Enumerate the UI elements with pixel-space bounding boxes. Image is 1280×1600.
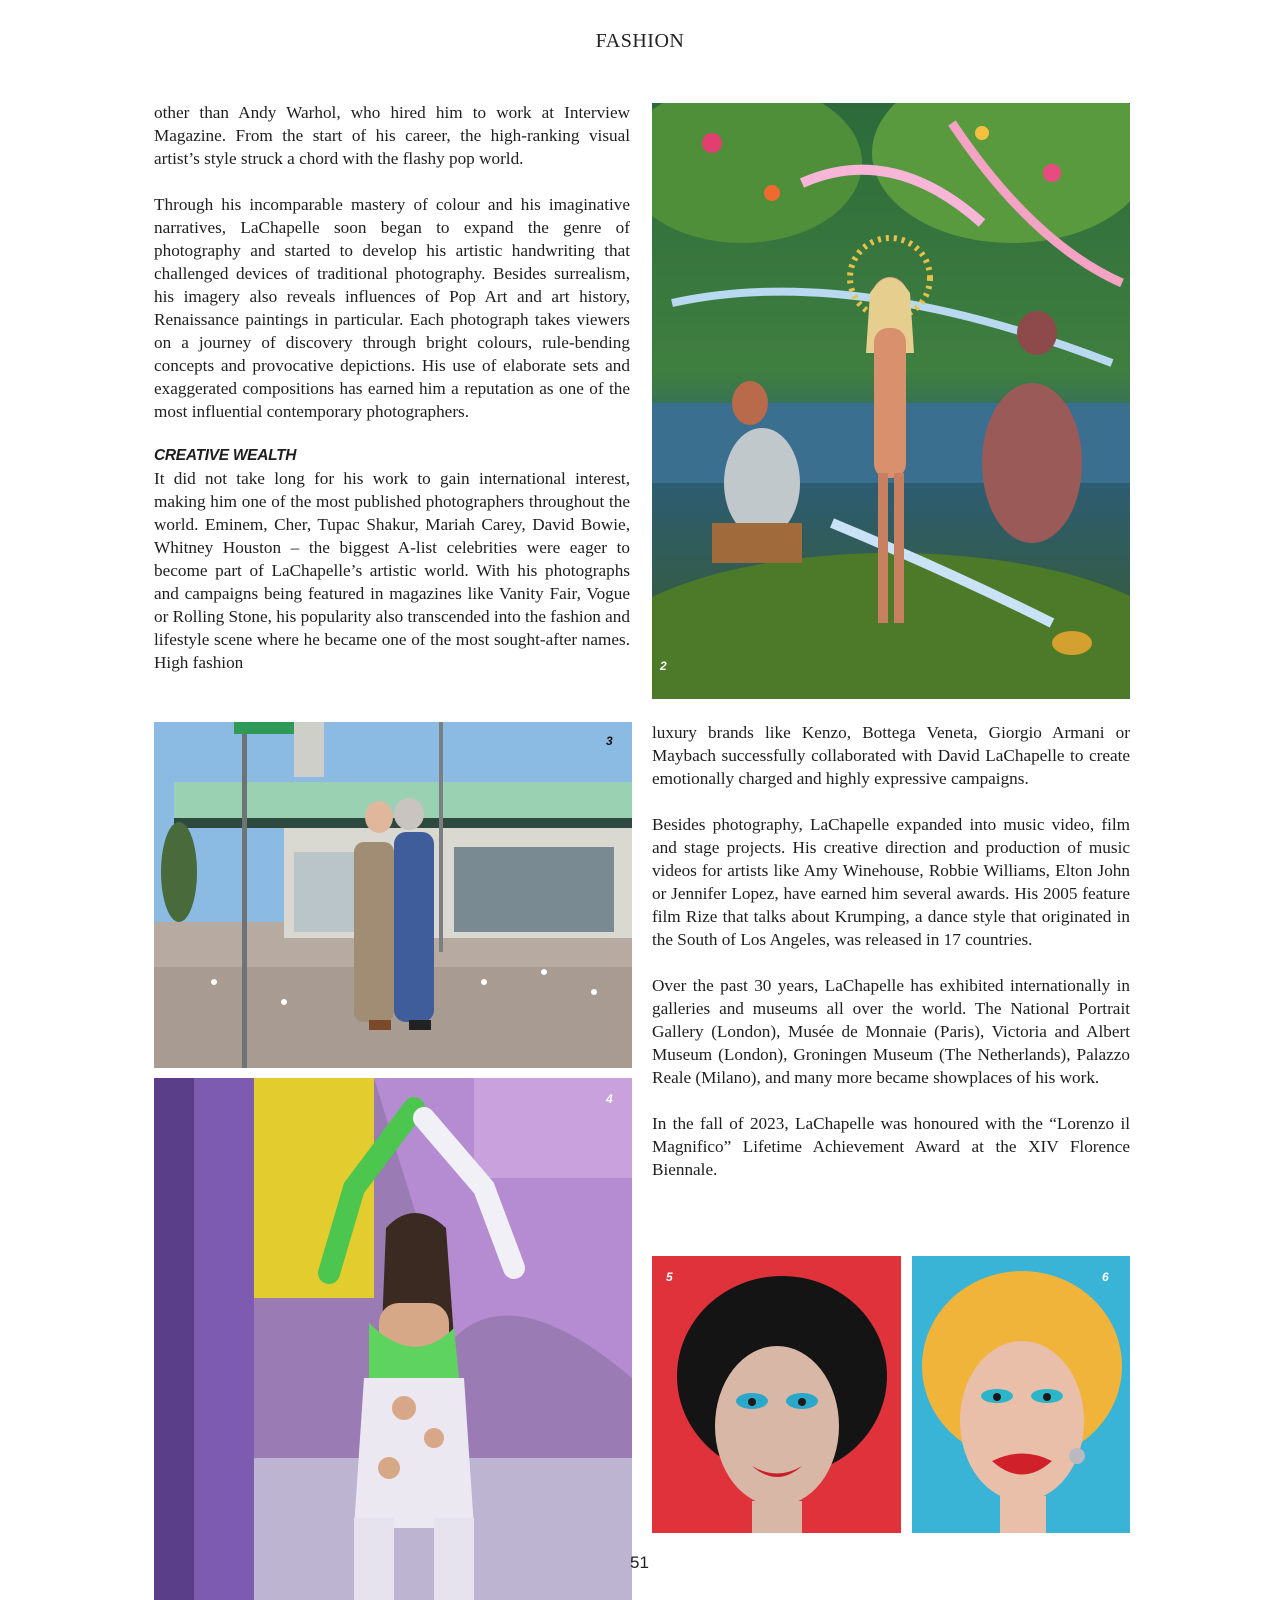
paragraph-mastery: Through his incomparable mastery of colour and his imaginative narratives, LaChapelle soon began to expand the genre of photography and started to develop his artistic handwriting that challenged devices of traditional photography. Besides surrealism, his imagery also reveals influences of Pop Art and art history, Renaissance paintings in particular. Each photograph takes viewers on a journey of discovery through bright colours, rule-bending concepts and provocative depictions. His use of elaborate sets and exaggerated compositions has earned him a reputation as one of the most influential contemporary photographers.	[154, 195, 630, 421]
photo-portrait-red	[652, 1256, 901, 1533]
dancer-illustration	[154, 1078, 632, 1600]
photo-4-number: 4	[606, 1092, 613, 1106]
photo-couple-kiss	[154, 722, 632, 1068]
subheading-creative-wealth: CREATIVE WEALTH	[154, 447, 297, 464]
couple-kiss-illustration	[154, 722, 632, 1068]
photo-2-number: 2	[660, 659, 667, 673]
paragraph-music-video: Besides photography, LaChapelle expanded into music video, film and stage projects. His creative direction and production of music videos for artists like Amy Winehouse, Robbie Williams, Elton John or Jennifer Lopez, have earned him several awards. His 2005 feature film Rize that talks about Krumping, a dance style that originated in the South of Los Angeles, was released in 17 countries.	[652, 815, 1130, 949]
portrait-red-illustration	[652, 1256, 901, 1533]
photo-5-number: 5	[666, 1270, 673, 1284]
section-title: FASHION	[595, 30, 685, 52]
paradise-illustration	[652, 103, 1130, 699]
paragraph-award: In the fall of 2023, LaChapelle was honoured with the “Lorenzo il Magnifico” Lifetime Achievement Award at the XIV Florence Biennale.	[652, 1114, 1130, 1179]
paragraph-exhibitions: Over the past 30 years, LaChapelle has exhibited internationally in galleries and museums all over the world. The National Portrait Gallery (London), Musée de Monnaie (Paris), Victoria and Albert Museum (London), Groningen Museum (The Netherlands), Palazzo Reale (Milano), and many more became showplaces of his work.	[652, 976, 1130, 1087]
photo-6-number: 6	[1102, 1270, 1109, 1284]
photo-3-number: 3	[606, 734, 613, 748]
photo-paradise-scene	[652, 103, 1130, 699]
portrait-blue-illustration	[912, 1256, 1130, 1533]
photo-dancer	[154, 1078, 632, 1600]
paragraph-international: It did not take long for his work to gain international interest, making him one of the most published photographers throughout the world. Eminem, Cher, Tupac Shakur, Mariah Carey, David Bowie, Whitney Houston – the biggest A-list celebrities were eager to become part of LaChapelle’s artistic world. With his photographs and campaigns being featured in magazines like Vanity Fair, Vogue or Rolling Stone, his popularity also transcended into the fashion and lifestyle scene where he became one of the most sought-after names. High fashion	[154, 469, 630, 672]
paragraph-luxury-brands: luxury brands like Kenzo, Bottega Veneta, Giorgio Armani or Maybach successfully collaborated with David LaChapelle to create emotionally charged and highly expressive campaigns.	[652, 723, 1130, 788]
paragraph-intro: other than Andy Warhol, who hired him to work at Interview Magazine. From the start of his career, the high-ranking visual artist’s style struck a chord with the flashy pop world.	[154, 103, 630, 168]
left-column	[154, 101, 630, 674]
right-column	[652, 721, 1130, 1181]
page-number: 51	[630, 1553, 649, 1572]
photo-portrait-blue	[912, 1256, 1130, 1533]
